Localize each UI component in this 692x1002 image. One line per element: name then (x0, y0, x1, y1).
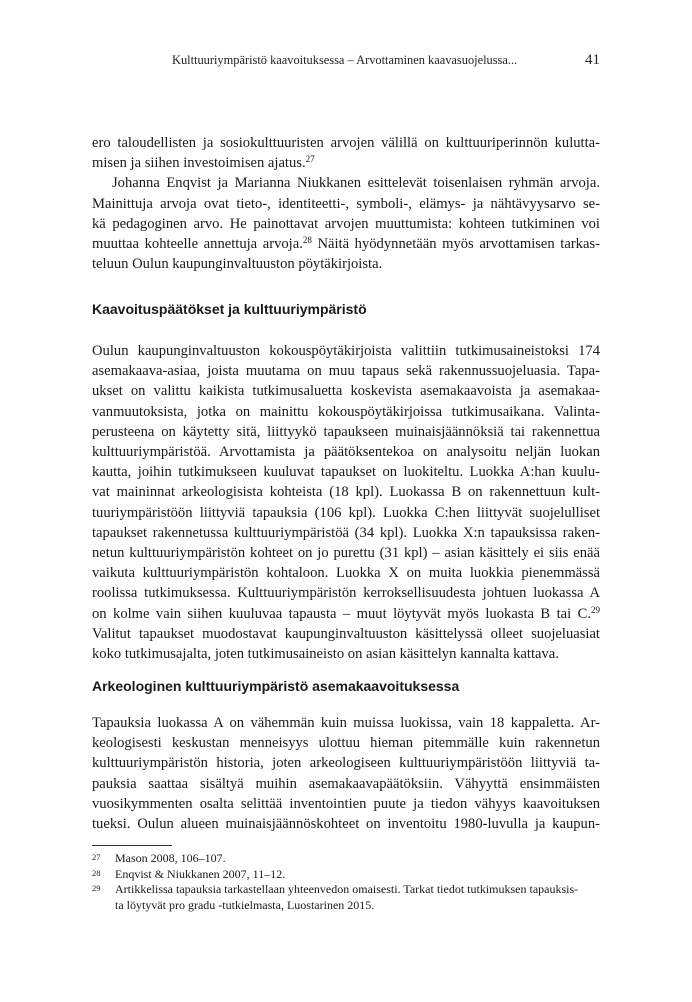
footnote-text: Enqvist & Niukkanen 2007, 11–12. (115, 866, 286, 881)
text-line: vat maininnat arkeologisista kohteista (18 kpl). Luokassa B on rakennettuun kult- (92, 484, 600, 501)
text-line: roolissa tutkimuksessa. Kulttuuriympäristön kerroksellisuudesta johtuen luokassa A (92, 585, 600, 602)
text-line: muuttaa kohteelle annettuja arvoja.$^{28}$ Näitä hyödynnetään myös arvottamisen tarkas- (92, 235, 600, 253)
text-line: on kolme vain siihen kuuluvaa tapausta – muut löytyvät myös luokasta B tai C.$^{29}$ (92, 604, 600, 622)
text-line: koko tutkimusajalta, joten tutkimusaineisto on asian käsittelyn kannalta kattava. (92, 646, 559, 663)
footnote (92, 867, 602, 883)
paragraph (92, 173, 600, 274)
text-line: netun kulttuuriympäristön kohteet on jo purettu (31 kpl) – asian käsittely ei siis enää (92, 545, 600, 562)
footnotes (92, 851, 602, 913)
text-line: kautta, joihin tutkimukseen kuuluvat tapaukset on luokiteltu. Luokka A:han kuulu- (92, 464, 600, 481)
section-heading: Arkeologinen kulttuuriympäristö asemakaavoituksessa (92, 678, 460, 694)
text-line: vaikuta kulttuuriympäristön kohtaloon. Luokka X on muita luokkia pienemmässä (92, 565, 600, 582)
text-line: vanmuutoksista, jotka on mainittu kokouspöytäkirjoissa tutkimusaikana. Valinta- (92, 403, 600, 420)
paragraph (92, 341, 600, 664)
footnote-divider (92, 845, 172, 846)
paragraph (92, 713, 600, 834)
text-line: ukset on valittu kaikista tutkimusaluetta koskevista asemakaavoista ja asemakaa- (92, 383, 600, 400)
text-line: ero taloudellisten ja sosiokulttuuristen arvojen välillä on kulttuuriperinnön kulutta- (92, 135, 600, 151)
footnote-number: 29 (92, 883, 101, 893)
text-line: tueksi. Oulun alueen muinaisjäännöskohteet on inventoitu 1980-luvulla ja kaupun- (92, 816, 600, 833)
text-line: Oulun kaupunginvaltuuston kokouspöytäkirjoista valittiin tutkimusaineistoksi 174 (92, 343, 600, 359)
footnote (92, 851, 602, 867)
footnote-number: 27 (92, 852, 101, 862)
running-header (0, 53, 692, 73)
intro-text (92, 133, 600, 274)
text-line: Tapauksia luokassa A on vähemmän kuin muissa luokissa, vain 18 kappaletta. Ar- (92, 715, 600, 731)
footnote-text: Mason 2008, 106–107. (115, 851, 226, 865)
text-line: kulttuuriympäristöä. Arvottamista ja päätöksentekoa on analysoitu neljän luokan (92, 444, 600, 461)
footnote (92, 882, 602, 913)
footnote-ref[interactable]: 28 (302, 235, 312, 246)
footnote-text: ta löytyvät pro gradu -tutkielmasta, Luostarinen 2015. (115, 897, 375, 912)
footnote-ref[interactable]: 29 (591, 604, 600, 615)
section-text (92, 713, 600, 834)
text-line: Mainittuja arvoja ovat tieto-, identiteetti-, symboli-, elämys- ja nähtävyysarvo se- (92, 195, 600, 212)
footnote-ref[interactable]: 27 (305, 154, 315, 165)
footnote-number: 28 (92, 867, 101, 878)
text-line: Johanna Enqvist ja Marianna Niukkanen esittelevät toisenlaisen ryhmän arvoja. (112, 175, 600, 192)
text-line: tapaukset rakennetussa kulttuuriympäristöä (34 kpl). Luokka X:n tapauksissa raken- (92, 524, 600, 541)
text-line: pauksia saattaa sisältyä muihin asemakaavapäätöksiin. Vähyyttä ensimmäisten (92, 775, 600, 792)
paragraph (92, 133, 600, 173)
running-title: Kulttuuriympäristö kaavoituksessa – Arvottaminen kaavasuojelussa... (172, 53, 518, 67)
text-line: asemakaava-asiaa, joista muutama on muu tapaus sekä rakennussuojeluasia. Tapa- (92, 363, 600, 380)
page-number: 41 (585, 52, 600, 68)
text-line: teluun Oulun kaupunginvaltuuston pöytäkirjoista. (92, 256, 383, 273)
footnote-text: Artikkelissa tapauksia tarkastellaan yhteenvedon omaisesti. Tarkat tiedot tutkimuksen tapauksis- (115, 882, 579, 896)
section-text (92, 341, 600, 664)
text-line: keologisesti keskustan menneisyys ulottuu hieman pitemmälle kuin rakennetun (92, 735, 600, 752)
text-line: kulttuuriympäristön historia, joten arkeologiseen kulttuuriympäristöön liittyviä ta- (92, 755, 600, 772)
text-line: kä pedagoginen arvo. He painottavat arvojen muuttumista: kohteen tutkiminen voi (92, 215, 600, 232)
text-line: tuuriympäristöön liittyviä tapauksia (106 kpl). Luokka C:hen liittyvät suojelulliset (92, 504, 600, 521)
text-line: misen ja siihen investoimisen ajatus.$^{27}$ (92, 154, 315, 172)
section-heading: Kaavoituspäätökset ja kulttuuriympäristö (92, 301, 367, 317)
text-line: Valitut tapaukset muodostavat kaupunginvaltuuston käsittelyssä olleet suojeluasiat (92, 625, 600, 642)
text-line: vuosikymmenten osalta selittää inventointien puute ja tiedon vähyys kaavoituksen (92, 795, 600, 812)
text-line: perusteena on käytetty sitä, liittyykö tapaukseen muinaisjäännöksiä tai rakennettua (92, 423, 600, 440)
